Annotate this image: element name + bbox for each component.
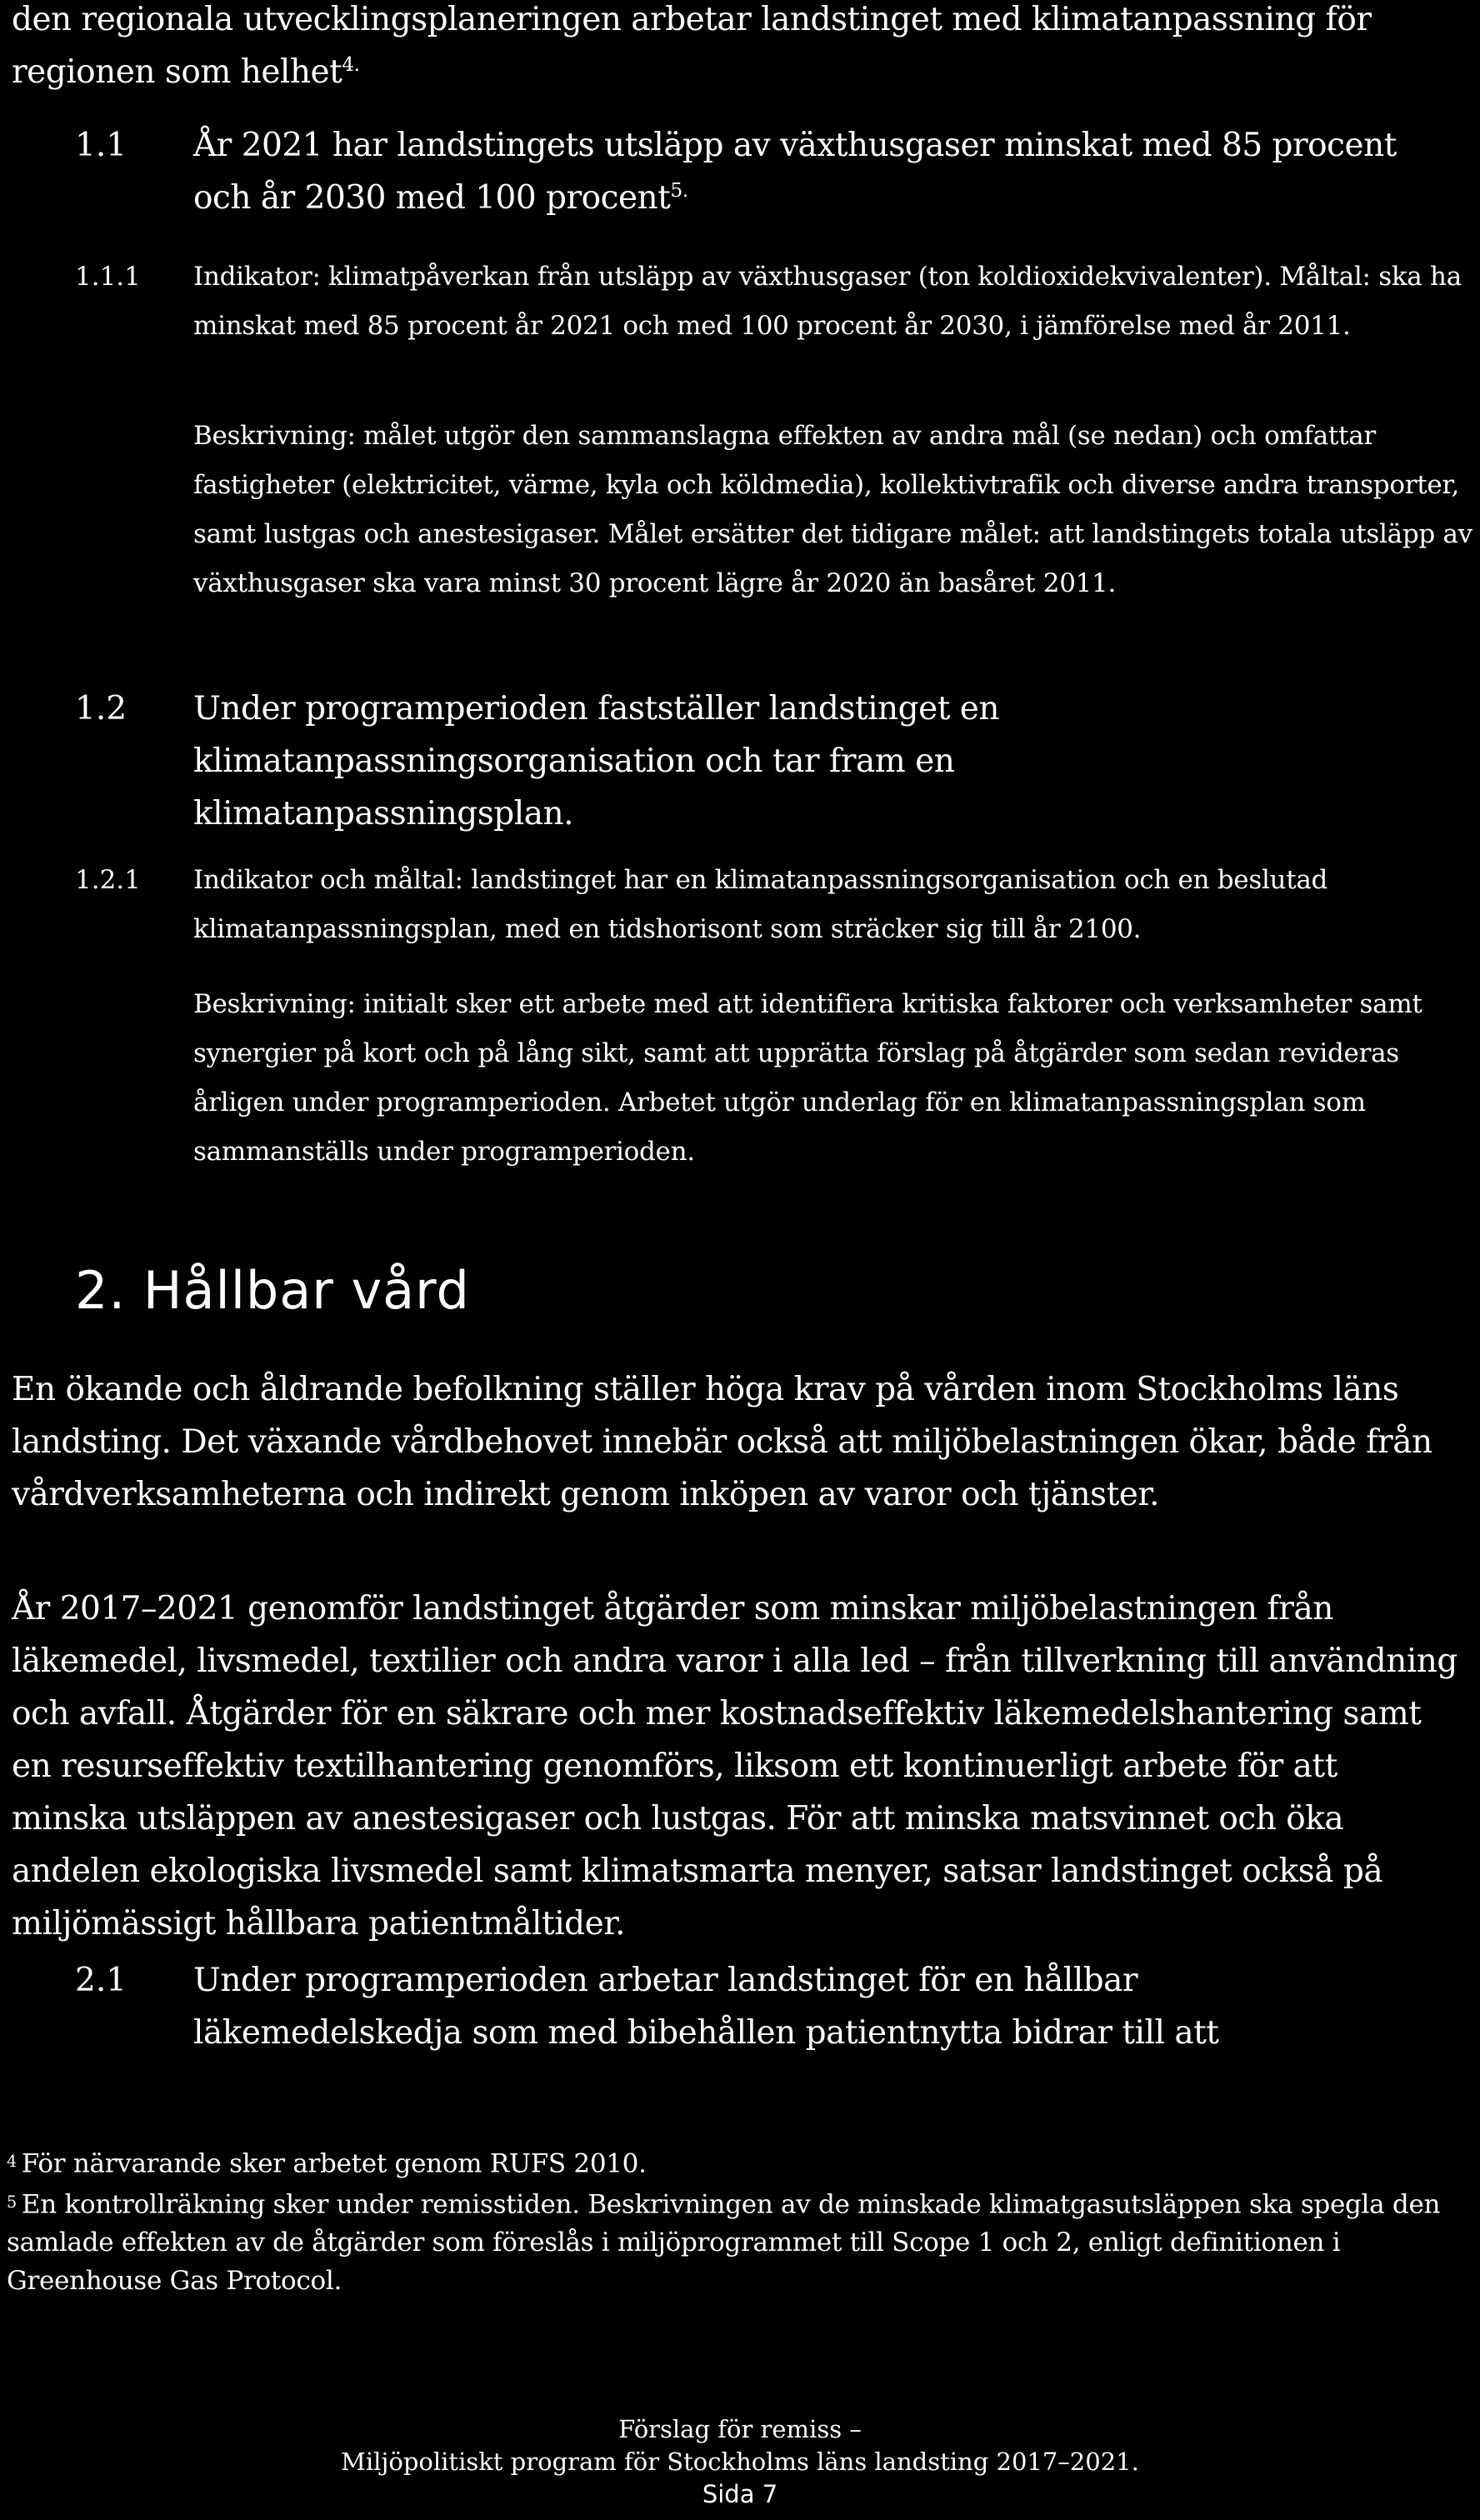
footnote-text: En kontrollräkning sker under remisstiden. Beskrivningen av de minskade klimatgasutsläppen ska spegla den samlade effekten av de åtgärder som föreslås i miljöprogrammet till Scope 1 och 2, enligt definitionen i Greenhouse Gas Protocol.: [7, 2189, 1441, 2297]
goal-2-1: Under programperioden arbetar landstinget för en hållbar läkemedelskedja som med bibehållen patientnytta bidrar till att: [193, 1962, 1219, 2052]
intro-text: den regionala utvecklingsplaneringen arbetar landstinget med klimatanpassning för regionen som helhet: [12, 1, 1372, 91]
description-1-1-1: Beskrivning: målet utgör den sammanslagna effekten av andra mål (se nedan) och omfattar fastigheter (elektricitet, värme, kyla och köldmedia), kollektivtrafik och diverse andra transporter, samt lustgas och anestesigaser. Målet ersätter det tidigare målet: att landstingets totala utsläpp av växthusgaser ska vara minst 30 procent lägre år 2020 än basåret 2011.: [193, 421, 1472, 598]
item-number: 1.2.1: [75, 865, 141, 895]
intro-paragraph: [12, 0, 1462, 98]
section-paragraph-1: En ökande och åldrande befolkning ställer höga krav på vården inom Stockholms läns landsting. Det växande vårdbehovet innebär också att miljöbelastningen ökar, både från vårdverksamheterna och indirekt genom inköpen av varor och tjänster.: [12, 1371, 1432, 1513]
item-number: 1.1: [75, 127, 128, 164]
footnote-number: 4: [7, 2152, 17, 2171]
description-1-2-1: Beskrivning: initialt sker ett arbete med att identifiera kritiska faktorer och verksamheter samt synergier på kort och på lång sikt, samt att upprätta förslag på åtgärder som sedan revideras årligen under programperioden. Arbetet utgör underlag för en klimatanpassningsplan som sammanställs under programperioden.: [193, 989, 1422, 1167]
section-heading: 2. Hållbar vård: [75, 1260, 470, 1321]
item-number: 1.2: [75, 690, 128, 728]
footnote-ref-4: 4.: [342, 52, 360, 76]
footnote-text: För närvarande sker arbetet genom RUFS 2010.: [21, 2148, 647, 2179]
section-paragraph-2: År 2017–2021 genomför landstinget åtgärder som minskar miljöbelastningen från läkemedel, livsmedel, textilier och andra varor i alla led – från tillverkning till användning och avfall. Åtgärder för en säkrare och mer kostnadseffektiv läkemedelshantering samt en resurseffektiv textilhantering genomförs, liksom ett kontinuerligt arbete för att minska utsläppen av anestesigaser och lustgas. För att minska matsvinnet och öka andelen ekologiska livsmedel samt klimatsmarta menyer, satsar landstinget också på miljömässigt hållbara patientmåltider.: [12, 1590, 1458, 1942]
footnote: [7, 2183, 1473, 2301]
footnotes: [7, 2142, 1473, 2300]
goal-1-1-text: År 2021 har landstingets utsläpp av växthusgaser minskat med 85 procent och år 2030 med 100 procent: [193, 127, 1397, 217]
item-number: 1.1.1: [75, 262, 141, 292]
goal-1-1: [193, 119, 1443, 224]
footer-line-1: Förslag för remiss –: [618, 2415, 862, 2443]
footnote-number: 5: [7, 2192, 17, 2212]
footnote-ref-5: 5.: [670, 178, 688, 202]
goal-1-2: Under programperioden fastställer landstinget en klimatanpassningsorganisation och tar fram en klimatanpassningsplan.: [193, 690, 999, 832]
indicator-1-2-1: Indikator och måltal: landstinget har en klimatanpassningsorganisation och en beslutad klimatanpassningsplan, med en tidshorisont som sträcker sig till år 2100.: [193, 865, 1328, 944]
footnote: [7, 2142, 1473, 2183]
page-number: Sida 7: [702, 2480, 778, 2508]
indicator-1-1-1: Indikator: klimatpåverkan från utsläpp av växthusgaser (ton koldioxidekvivalenter). Måltal: ska ha minskat med 85 procent år 2021 och med 100 procent år 2030, i jämförelse med år 2011.: [193, 262, 1462, 341]
footer-line-2: Miljöpolitiskt program för Stockholms läns landsting 2017–2021.: [341, 2448, 1139, 2476]
item-number: 2.1: [75, 1962, 128, 1999]
